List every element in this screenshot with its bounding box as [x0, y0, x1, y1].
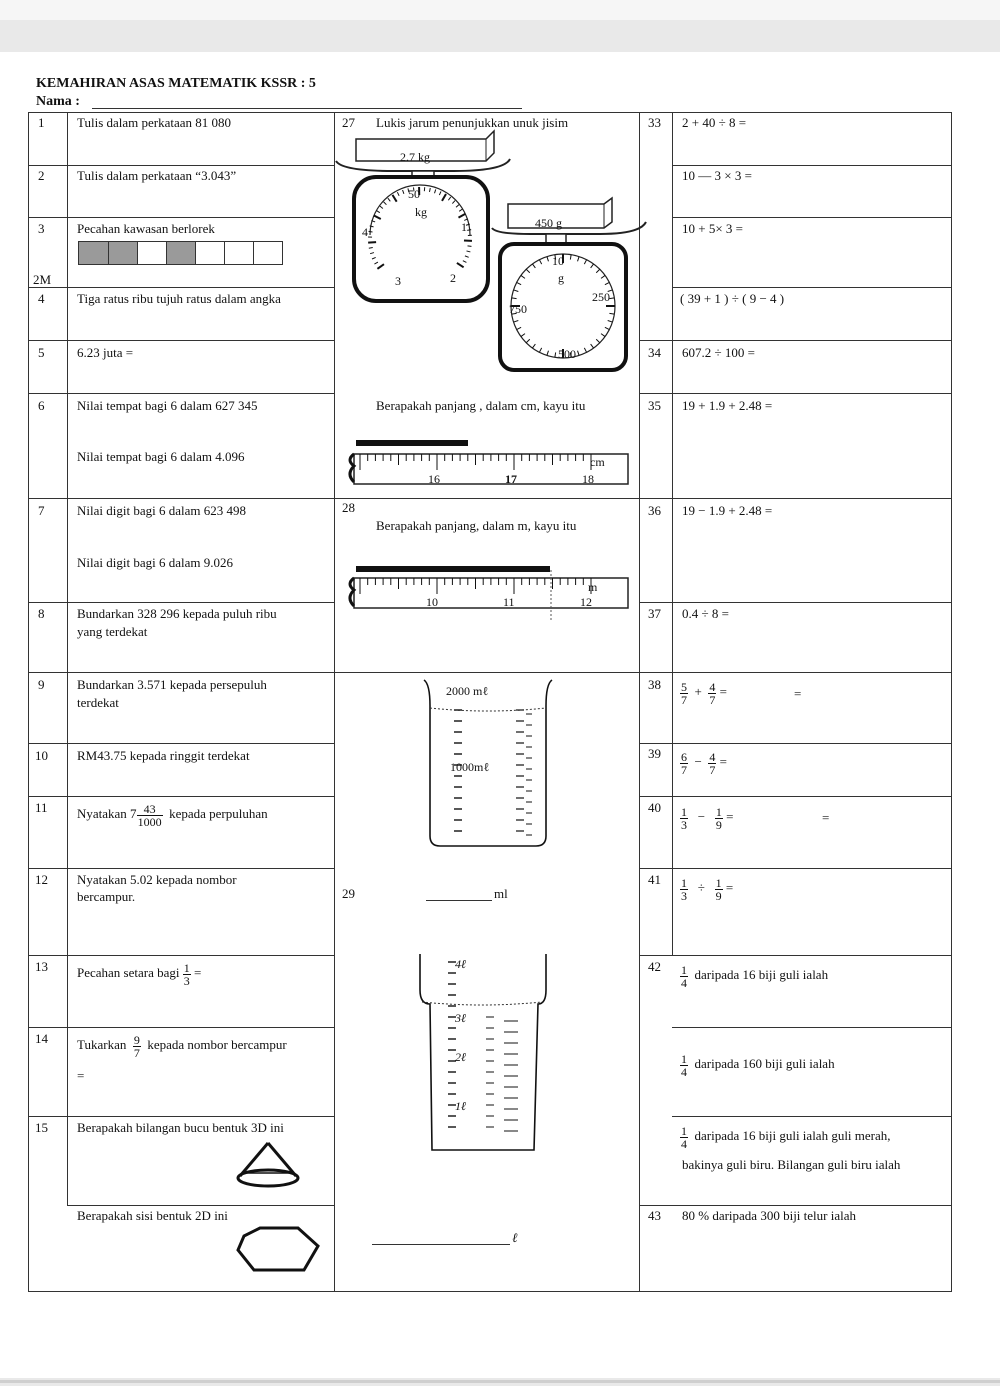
fraction-cell — [137, 242, 166, 264]
q14-number: 14 — [35, 1031, 48, 1046]
q40-fraction-a — [680, 806, 688, 831]
q38-number: 38 — [648, 677, 661, 692]
g-load-label: 450 g — [535, 216, 562, 230]
name-label: Nama : — [36, 94, 80, 109]
q7-text-1: Nilai digit bagi 6 dalam 623 498 — [77, 503, 246, 518]
q39-fraction-b — [708, 751, 716, 776]
q14-post: kepada nombor bercampur — [147, 1037, 287, 1052]
q6-text-2: Nilai tempat bagi 6 dalam 4.096 — [77, 449, 245, 464]
q42-number: 42 — [648, 959, 661, 974]
q14-pre: Tukarkan — [77, 1037, 127, 1052]
q33-expr-1: 2 + 40 ÷ 8 = — [682, 115, 747, 130]
right-row-line — [672, 1027, 951, 1028]
dial-tick — [467, 230, 471, 231]
q14-equals: = — [77, 1068, 85, 1083]
q29-number: 29 — [342, 886, 355, 901]
q11-denominator: 1000 — [137, 814, 162, 829]
q28-text: Berapakah panjang, dalam m, kayu itu — [376, 518, 577, 533]
q40-number: 40 — [648, 800, 661, 815]
fraction-cell — [224, 242, 253, 264]
q42-text-4: bakinya guli biru. Bilangan guli biru ialah — [682, 1157, 901, 1172]
q13-pre: Pecahan setara bagi — [77, 965, 180, 980]
q14-question — [77, 1031, 287, 1059]
q41-operator: ÷ — [697, 880, 705, 895]
beaker2-3l: 3ℓ — [455, 1011, 466, 1025]
q5-text: 6.23 juta = — [77, 345, 134, 360]
q42b-fraction — [680, 1053, 688, 1078]
q38-b-den: 7 — [709, 692, 716, 707]
row-line — [67, 1205, 334, 1206]
q11-fraction — [137, 803, 163, 828]
dial-tick — [369, 248, 373, 249]
q39-fraction-a — [680, 751, 688, 776]
q42-text-1: daripada 16 biji guli ialah — [694, 967, 829, 982]
q36-expr: 19 − 1.9 + 2.48 = — [682, 503, 773, 518]
q41-a-den: 3 — [681, 888, 687, 903]
q40-expression — [680, 803, 733, 831]
beaker-4l — [410, 950, 560, 1160]
q38-a-den: 7 — [681, 692, 687, 707]
g-dial-500: 500 — [558, 347, 576, 361]
fraction-cell — [253, 242, 282, 264]
q11-question — [77, 800, 268, 828]
g-dial-250: 250 — [592, 290, 610, 304]
q42a-den: 4 — [681, 975, 687, 990]
q3-number: 3 — [38, 221, 45, 236]
fraction-cell-shaded — [166, 242, 195, 264]
beaker2-answer-line[interactable] — [372, 1244, 510, 1245]
q41-a-num: 1 — [681, 875, 687, 890]
q40-equals: = — [726, 809, 734, 824]
q39-a-den: 7 — [681, 762, 687, 777]
q4-number: 4 — [38, 291, 45, 306]
row-line — [28, 672, 334, 673]
q40-a-den: 3 — [681, 817, 687, 832]
right-row-line — [639, 393, 951, 394]
q27-number: 27 — [342, 115, 355, 130]
q6-number: 6 — [38, 398, 45, 413]
right-row-line — [672, 1116, 951, 1117]
g-unit-label: g — [558, 271, 564, 285]
q12-text-1: Nyatakan 5.02 kepada nombor — [77, 872, 237, 887]
q29-unit: ml — [494, 886, 508, 901]
wood-stick-cm — [356, 440, 468, 446]
q40-a-num: 1 — [681, 804, 687, 819]
right-row-line — [639, 868, 951, 869]
beaker-2000ml — [420, 676, 560, 852]
q33-expr-3: 10 + 5× 3 = — [682, 221, 743, 236]
q40-b-num: 1 — [715, 804, 722, 819]
row-line — [28, 602, 334, 603]
q10-text: RM43.75 kepada ringgit terdekat — [77, 748, 250, 763]
right-number-divider-b — [672, 398, 673, 672]
fraction-cell-shaded — [79, 242, 108, 264]
fraction-cell — [195, 242, 224, 264]
table-top-border — [28, 112, 952, 113]
q39-b-den: 7 — [709, 762, 716, 777]
row-line — [28, 340, 334, 341]
q13-fraction — [183, 962, 191, 987]
q39-operator: − — [694, 754, 702, 769]
q40-fraction-b — [715, 806, 723, 831]
q1-text: Tulis dalam perkataan 81 080 — [77, 115, 232, 130]
top-strip — [0, 0, 1000, 20]
q12-text-2: bercampur. — [77, 889, 136, 904]
q7-number: 7 — [38, 503, 45, 518]
q42-text-3: daripada 16 biji guli ialah guli merah, — [694, 1128, 891, 1143]
row-line — [28, 796, 334, 797]
name-line[interactable] — [92, 108, 522, 109]
row-line — [28, 743, 334, 744]
g-dial-750: 750 — [509, 302, 527, 316]
q42c-num: 1 — [681, 1123, 687, 1138]
q11-number: 11 — [35, 800, 48, 815]
right-row-line — [672, 287, 951, 288]
q38-expression — [680, 678, 727, 706]
q3-marks: 2M — [33, 272, 52, 287]
q38-fraction-b — [708, 681, 716, 706]
q42-part-b — [680, 1050, 835, 1078]
q41-number: 41 — [648, 872, 661, 887]
q39-equals: = — [719, 754, 727, 769]
q12-number: 12 — [35, 872, 48, 887]
dial-tick — [369, 231, 373, 232]
right-row-line — [672, 165, 951, 166]
number-column-divider — [67, 112, 68, 1206]
ruler-cm-17: 17 — [505, 472, 517, 486]
dial-tick — [368, 242, 376, 243]
q15-number: 15 — [35, 1120, 48, 1135]
q13-denominator: 3 — [183, 973, 190, 988]
q42c-fraction — [680, 1125, 688, 1150]
q38-fraction-a — [680, 681, 688, 706]
beaker2-1l: 1ℓ — [455, 1099, 466, 1113]
row-line — [28, 868, 334, 869]
row-line — [28, 165, 334, 166]
q13-post: = — [194, 965, 202, 980]
kg-dial-1: 1 — [461, 220, 467, 234]
row-line — [28, 217, 334, 218]
q13-question — [77, 959, 201, 987]
q39-number: 39 — [648, 746, 661, 761]
table-bottom-border — [28, 1291, 952, 1292]
kg-dial-2: 2 — [450, 271, 456, 285]
q1-number: 1 — [38, 115, 45, 130]
right-row-line — [639, 672, 951, 673]
q33-expr-2: 10 — 3 × 3 = — [682, 168, 752, 183]
ruler-cm-16: 16 — [428, 472, 440, 486]
q42b-num: 1 — [681, 1051, 687, 1066]
q41-fraction-b — [715, 877, 723, 902]
beaker2-answer-unit: ℓ — [512, 1230, 518, 1245]
q8-text-1: Bundarkan 328 296 kepada puluh ribu — [77, 606, 277, 621]
row-line — [28, 1027, 334, 1028]
q40-equals-2: = — [822, 810, 830, 825]
right-row-line — [639, 743, 951, 744]
q6-text-1: Nilai tempat bagi 6 dalam 627 345 — [77, 398, 258, 413]
q34-number: 34 — [648, 345, 661, 360]
q29-answer-line[interactable] — [426, 900, 492, 901]
bottom-edge — [0, 1380, 1000, 1383]
q39-a-num: 6 — [681, 749, 687, 764]
q40-b-den: 9 — [715, 817, 722, 832]
q34-expr: 607.2 ÷ 100 = — [682, 345, 755, 360]
q9-number: 9 — [38, 677, 45, 692]
cone-icon — [232, 1140, 304, 1192]
q41-b-den: 9 — [715, 888, 722, 903]
middle-row-line — [334, 672, 639, 673]
q8-text-2: yang terdekat — [77, 624, 148, 639]
q38-operator: + — [694, 684, 702, 699]
q11-numerator: 43 — [137, 803, 163, 816]
q10-number: 10 — [35, 748, 48, 763]
right-number-divider-c — [672, 672, 673, 955]
right-row-line — [639, 796, 951, 797]
ruler-m-12: 12 — [580, 595, 592, 609]
kg-dial-4: 4 — [362, 225, 368, 239]
row-line — [28, 287, 334, 288]
q40-operator: − — [697, 809, 706, 824]
q35-number: 35 — [648, 398, 661, 413]
q27-text: Lukis jarum penunjukkan unuk jisim — [376, 115, 569, 130]
q42a-fraction — [680, 964, 688, 989]
ruler-m-unit: m — [588, 580, 598, 594]
q42c-den: 4 — [681, 1136, 687, 1151]
right-number-divider-a — [672, 112, 673, 398]
kg-dial-3: 3 — [395, 274, 401, 288]
q7-text-2: Nilai digit bagi 6 dalam 9.026 — [77, 555, 233, 570]
q4-text: Tiga ratus ribu tujuh ratus dalam angka — [77, 291, 281, 306]
right-row-line — [672, 217, 951, 218]
q37-number: 37 — [648, 606, 661, 621]
heptagon-icon — [234, 1224, 324, 1276]
row-line — [28, 955, 334, 956]
q9-text-1: Bundarkan 3.571 kepada persepuluh — [77, 677, 267, 692]
q14-denominator: 7 — [133, 1045, 140, 1060]
beaker-mid-label: 1000mℓ — [450, 760, 490, 774]
kg-dial-50: 50 — [408, 187, 420, 201]
q15-text-2: Berapakah sisi bentuk 2D ini — [77, 1208, 228, 1223]
q5-number: 5 — [38, 345, 45, 360]
q8-number: 8 — [38, 606, 45, 621]
q43-text: 80 % daripada 300 biji telur ialah — [682, 1208, 857, 1223]
q14-fraction — [133, 1034, 141, 1059]
q11-pre: Nyatakan 7 — [77, 806, 137, 821]
worksheet-title: KEMAHIRAN ASAS MATEMATIK KSSR : 5 — [36, 76, 316, 91]
q41-b-num: 1 — [715, 875, 722, 890]
q2-number: 2 — [38, 168, 45, 183]
ruler-m-11: 11 — [503, 595, 515, 609]
q36-number: 36 — [648, 503, 661, 518]
right-row-line — [639, 498, 951, 499]
fraction-cell-shaded — [108, 242, 137, 264]
q38-equals: = — [719, 684, 727, 699]
q37-expr: 0.4 ÷ 8 = — [682, 606, 729, 621]
q42-text-2: daripada 160 biji guli ialah — [694, 1056, 835, 1071]
right-row-line — [639, 340, 951, 341]
q42a-num: 1 — [681, 962, 687, 977]
q9-text-2: terdekat — [77, 695, 119, 710]
middle-row-line — [334, 498, 639, 499]
q43-number: 43 — [648, 1208, 661, 1223]
q38-a-num: 5 — [681, 679, 687, 694]
q41-expression — [680, 874, 733, 902]
q42b-den: 4 — [681, 1064, 687, 1079]
q13-numerator: 1 — [183, 960, 190, 975]
q41-fraction-a — [680, 877, 688, 902]
beaker-top-label: 2000 mℓ — [446, 684, 489, 698]
ruler-cm-question: Berapakah panjang , dalam cm, kayu itu — [376, 398, 586, 413]
ruler-m-10: 10 — [426, 595, 438, 609]
q15-text-1: Berapakah bilangan bucu bentuk 3D ini — [77, 1120, 284, 1135]
q33-expr-4: ( 39 + 1 ) ÷ ( 9 − 4 ) — [680, 291, 785, 306]
g-dial-10: 10 — [552, 254, 564, 268]
q39-b-num: 4 — [709, 749, 716, 764]
wood-stick-m — [356, 566, 550, 572]
dial-tick — [468, 246, 472, 247]
right-row-line — [639, 602, 951, 603]
q14-numerator: 9 — [133, 1032, 140, 1047]
q35-expr: 19 + 1.9 + 2.48 = — [682, 398, 773, 413]
q39-expression — [680, 748, 727, 776]
q2-text: Tulis dalam perkataan “3.043” — [77, 168, 237, 183]
right-row-line — [639, 1205, 951, 1206]
beaker2-4l: 4ℓ — [455, 957, 466, 971]
table-right-border — [951, 112, 952, 1291]
q11-post: kepada perpuluhan — [169, 806, 268, 821]
row-line — [28, 1116, 334, 1117]
q28-number: 28 — [342, 500, 355, 515]
q38-equals-2: = — [794, 686, 802, 701]
q42-part-c — [680, 1122, 891, 1150]
ruler-cm-18: 18 — [582, 472, 594, 486]
row-line — [28, 498, 334, 499]
q41-equals: = — [725, 880, 734, 895]
beaker2-2l: 2ℓ — [455, 1050, 466, 1064]
right-row-line — [639, 955, 951, 956]
ruler-cm-unit: cm — [590, 455, 605, 469]
scale-body-kg — [354, 177, 488, 301]
kg-load-label: 2.7 kg — [400, 150, 430, 164]
shaded-fraction-bar — [78, 241, 283, 265]
table-left-border — [28, 112, 29, 1291]
q33-number: 33 — [648, 115, 661, 130]
kg-unit-label: kg — [415, 205, 427, 219]
row-line — [28, 393, 334, 394]
q3-text: Pecahan kawasan berlorek — [77, 221, 215, 236]
q42-part-a — [680, 961, 828, 989]
q13-number: 13 — [35, 959, 48, 974]
q38-b-num: 4 — [709, 679, 716, 694]
